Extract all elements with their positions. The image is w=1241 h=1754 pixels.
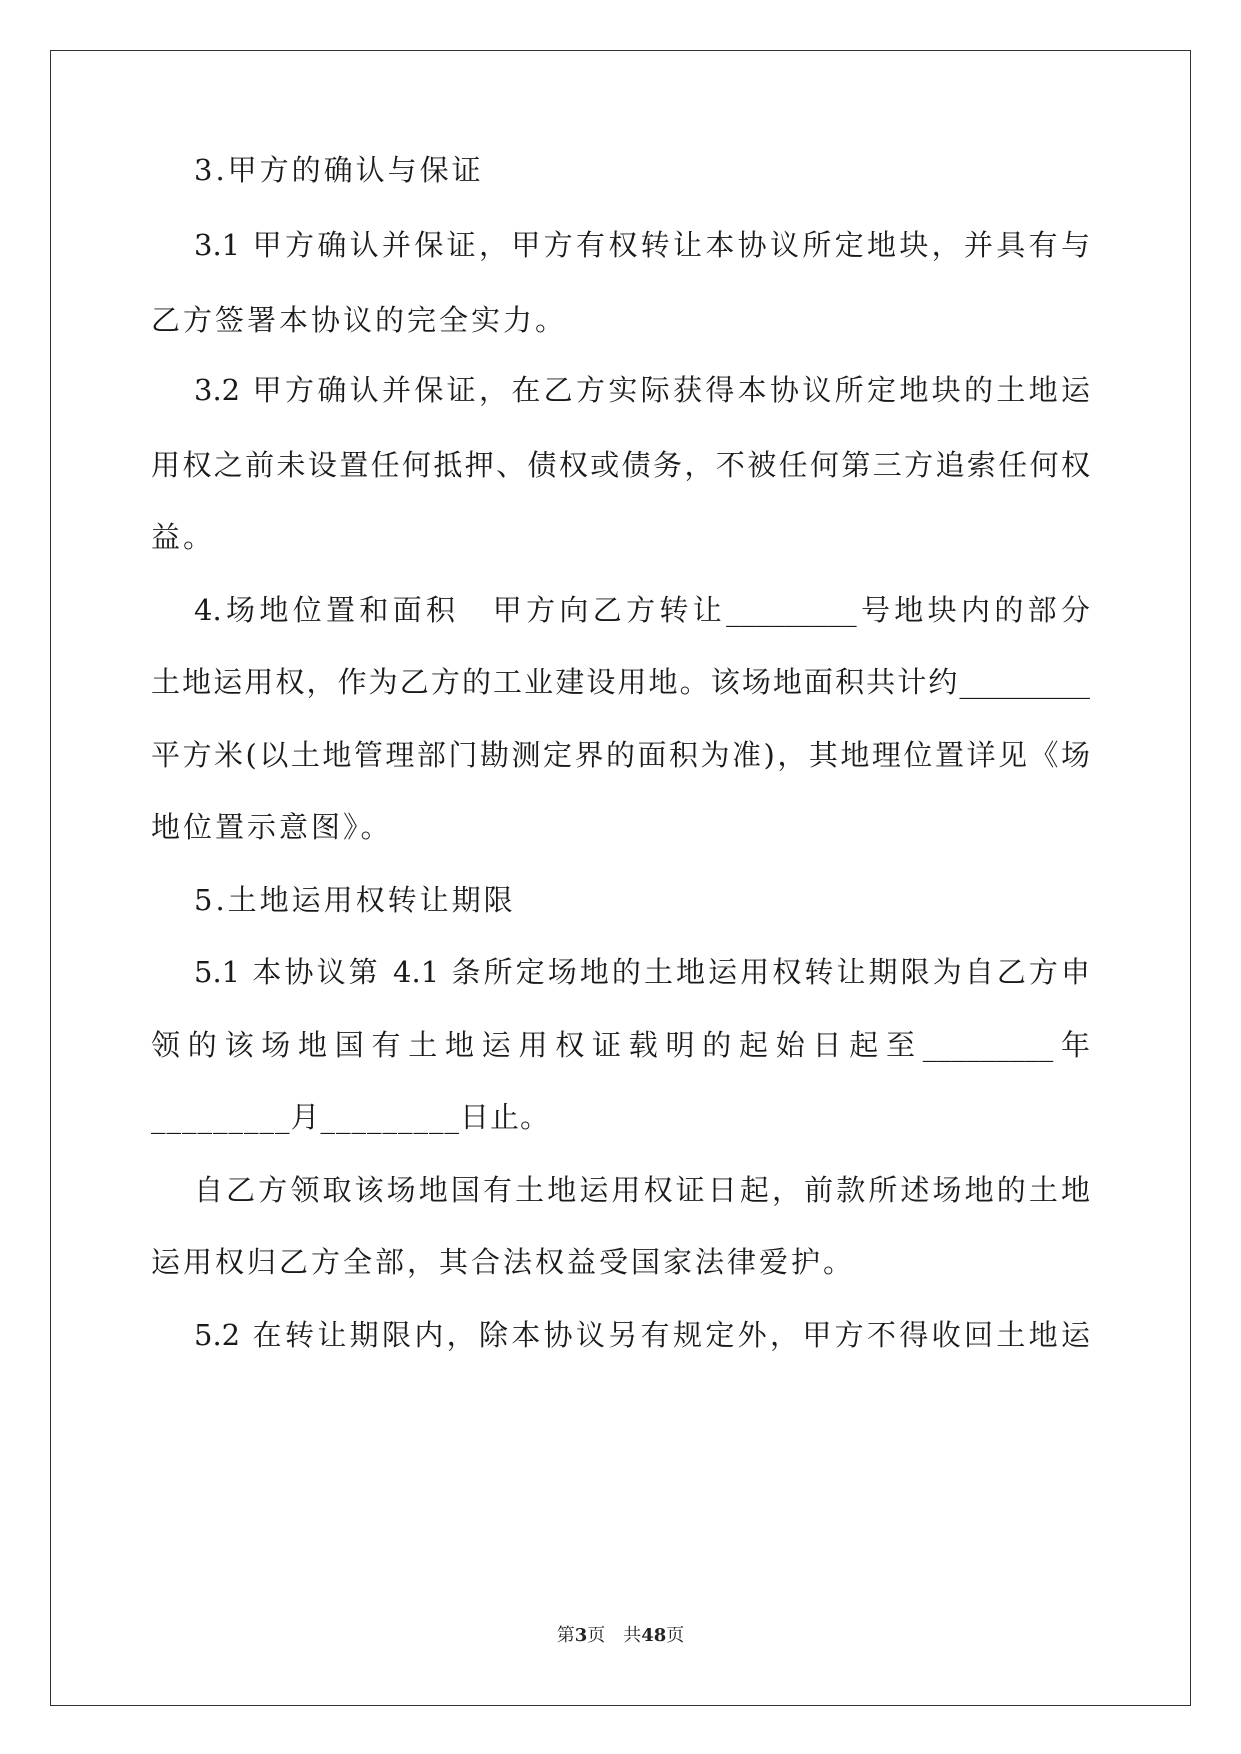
total-page-count: 48 <box>641 1625 667 1646</box>
paragraph-line: 平方米(以土地管理部门勘测定界的面积为准)，其地理位置详见《场 <box>151 738 1090 772</box>
paragraph-line: 益。 <box>151 520 216 554</box>
section-heading-5: 5.土地运用权转让期限 <box>194 883 516 917</box>
footer-middle: 页 共 <box>587 1625 642 1646</box>
paragraph-line: 用权之前未设置任何抵押、债权或债务，不被任何第三方追索任何权 <box>151 448 1090 482</box>
paragraph-line: 5.1 本协议第 4.1 条所定场地的土地运用权转让期限为自乙方申 <box>194 955 1090 989</box>
section-heading-3: 3.甲方的确认与保证 <box>194 153 484 187</box>
paragraph-line: _________月_________日止。 <box>151 1100 551 1134</box>
paragraph-line: 3.1 甲方确认并保证，甲方有权转让本协议所定地块，并具有与 <box>194 228 1090 262</box>
paragraph-line: 领的该场地国有土地运用权证载明的起始日起至_________年 <box>151 1028 1090 1062</box>
section-heading-4: 4.场地位置和面积 甲方向乙方转让_________号地块内的部分 <box>194 593 1090 627</box>
page-footer <box>0 1624 1241 1648</box>
paragraph-line: 自乙方领取该场地国有土地运用权证日起，前款所述场地的土地 <box>194 1173 1090 1207</box>
paragraph-line: 运用权归乙方全部，其合法权益受国家法律爱护。 <box>151 1245 856 1279</box>
paragraph-line: 3.2 甲方确认并保证，在乙方实际获得本协议所定地块的土地运 <box>194 373 1090 407</box>
paragraph-line: 地位置示意图》。 <box>151 810 393 844</box>
footer-prefix: 第 <box>556 1625 575 1646</box>
current-page-number: 3 <box>574 1625 588 1646</box>
paragraph-line: 5.2 在转让期限内，除本协议另有规定外，甲方不得收回土地运 <box>194 1318 1090 1352</box>
footer-suffix: 页 <box>666 1625 685 1646</box>
page-border <box>50 50 1191 1706</box>
paragraph-line: 乙方签署本协议的完全实力。 <box>151 303 568 337</box>
paragraph-line: 土地运用权，作为乙方的工业建设用地。该场地面积共计约_________ <box>151 665 1090 699</box>
